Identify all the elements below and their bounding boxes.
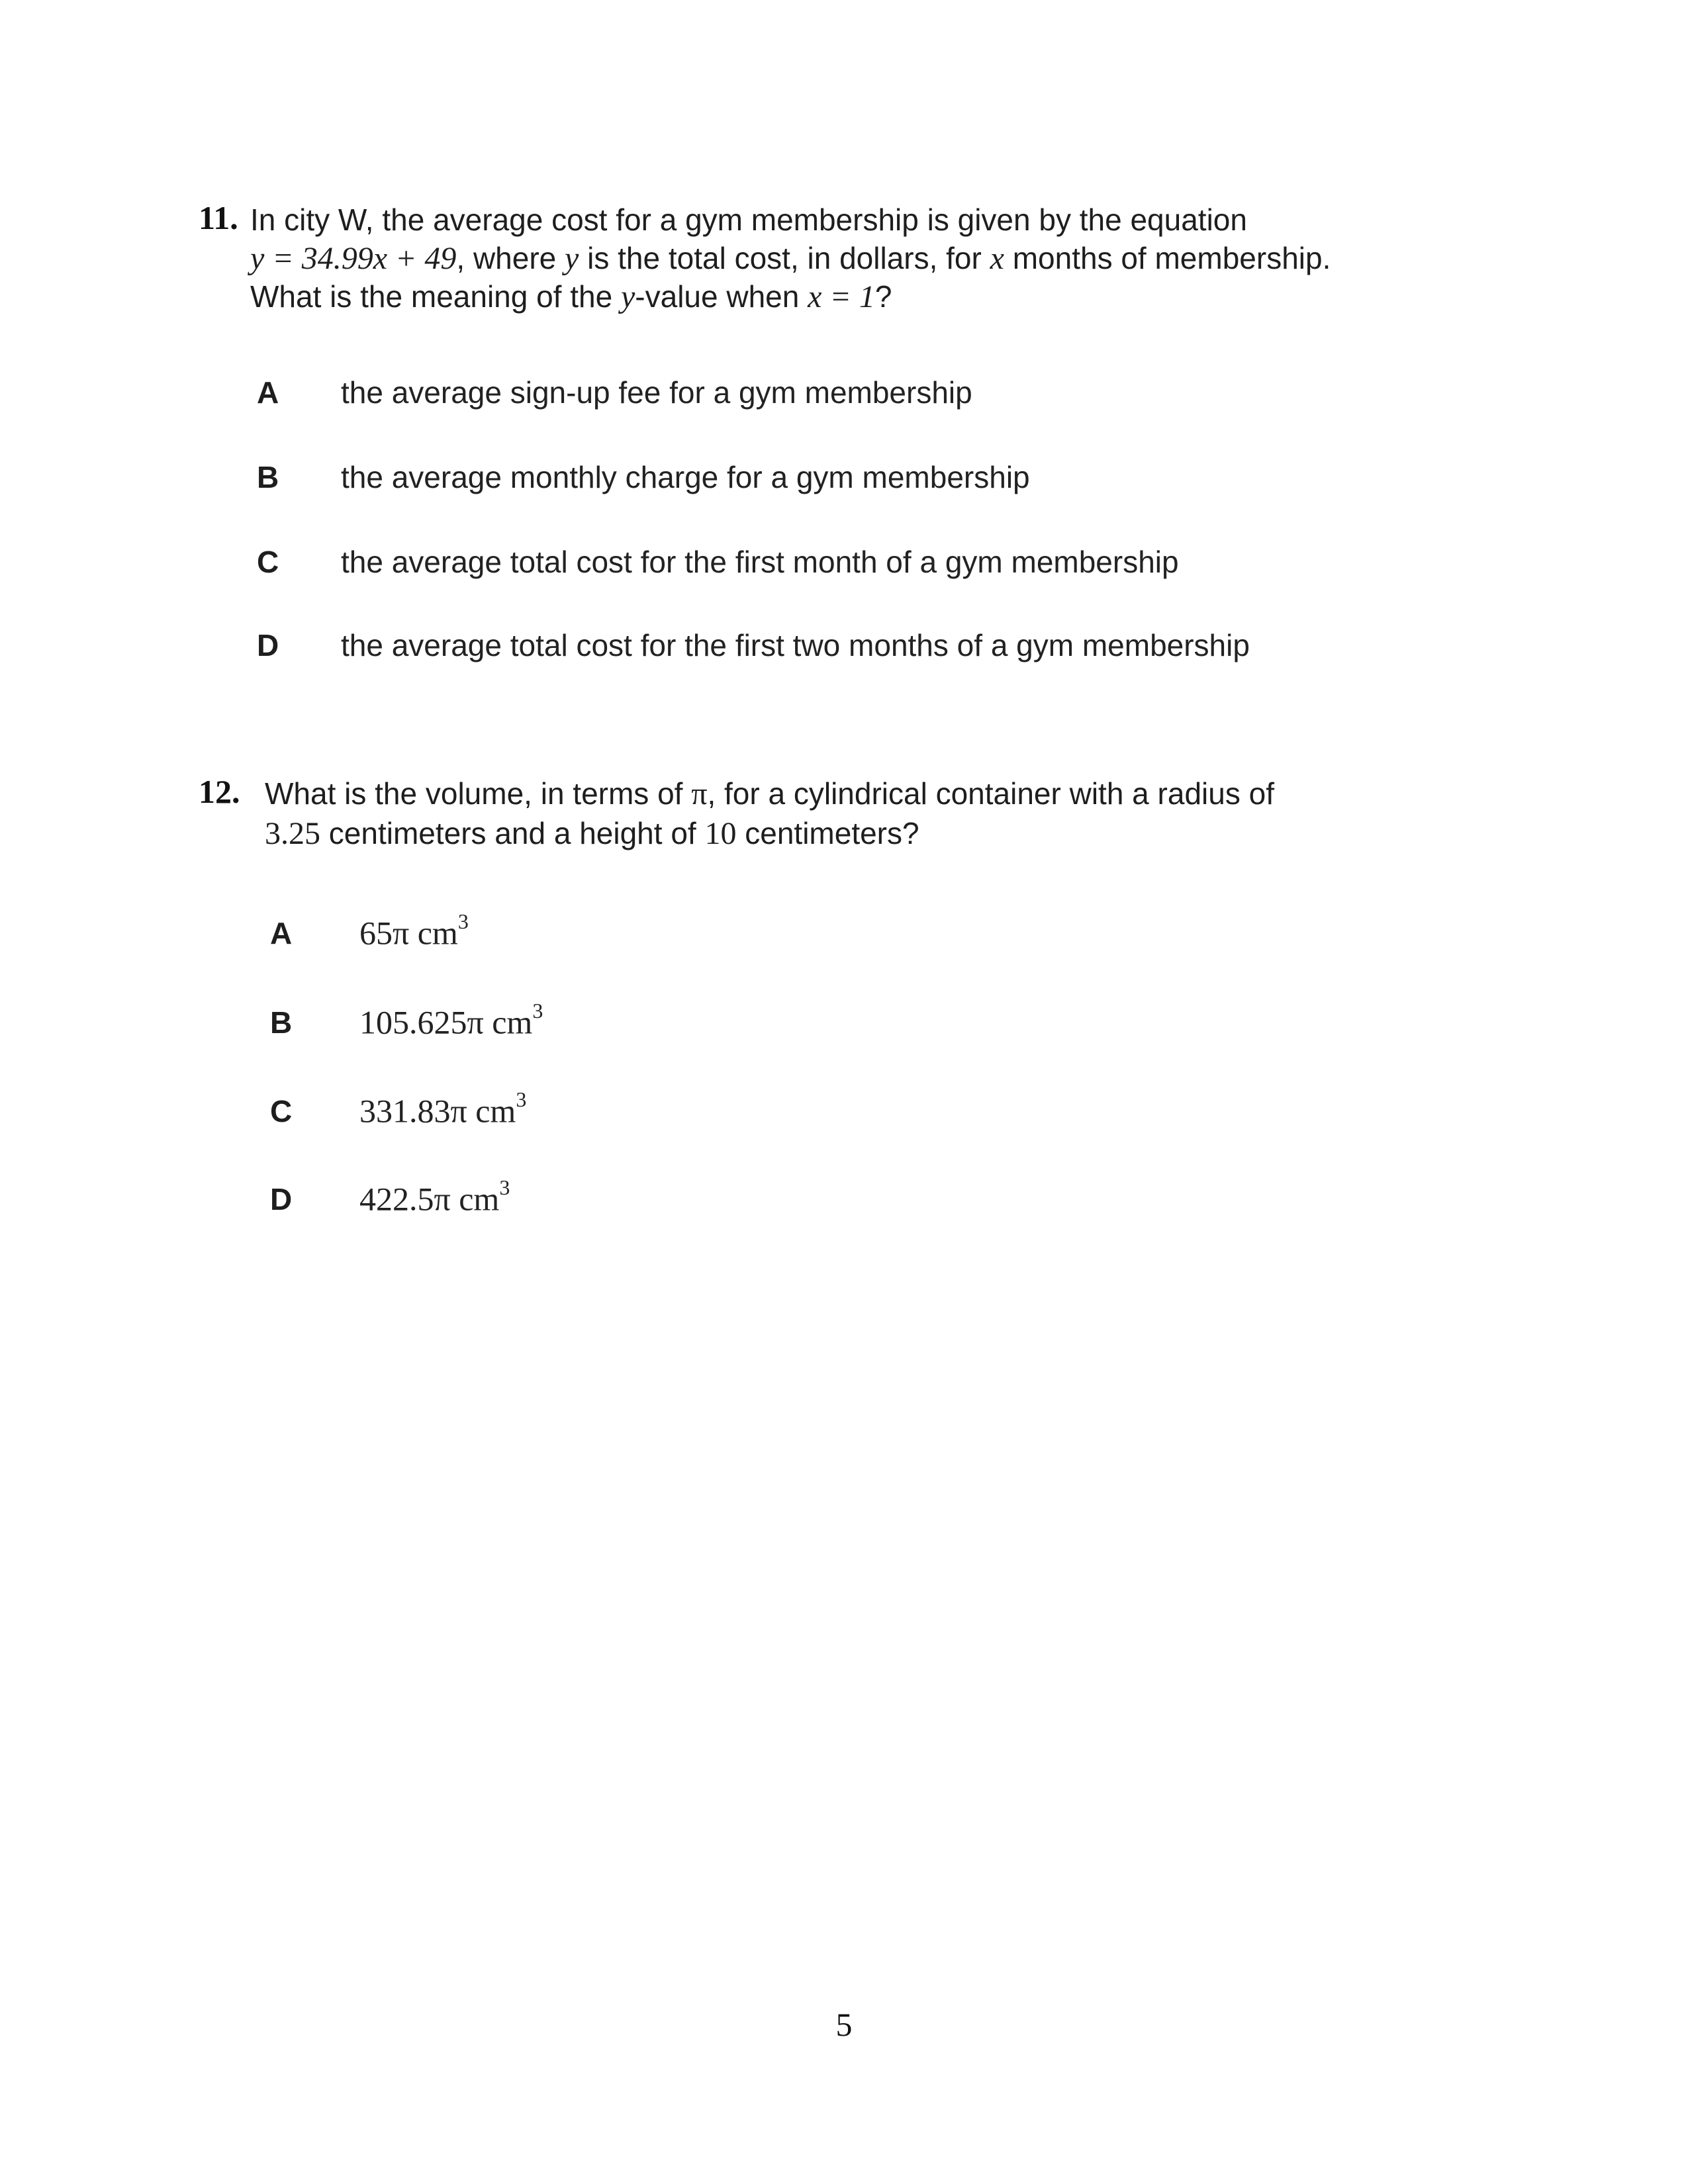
option-text: the average monthly charge for a gym membership [341,460,1030,494]
question-number: 11. [199,199,238,236]
question-stem-line: y = 34.99x + 49, where y is the total cost, in dollars, for x months of membership. [250,241,1331,276]
option-letter: C [257,545,279,579]
equation: y = 34.99x + 49 [250,241,457,276]
option-value: 331.83π $cm^3$ [359,1087,527,1130]
option-letter: A [257,375,279,410]
option-value: 105.625π $cm^3$ [359,999,543,1041]
option-letter: B [270,1005,293,1040]
option-text: the average sign-up fee for a gym membership [341,375,972,410]
question-stem-line: What is the meaning of the y-value when x = 1? [250,279,892,314]
page-number: 5 [835,2006,853,2043]
condition: x = 1 [808,279,875,314]
option-text: the average total cost for the first two months of a gym membership [341,628,1250,662]
option-letter: D [270,1182,293,1216]
option-letter: B [257,460,279,494]
option-letter: A [270,916,293,950]
question-stem-line: What is the volume, in terms of π, for a cylindrical container with a radius of [265,776,1274,811]
option-value: 422.5π $cm^3$ [359,1175,510,1218]
option-letter: C [270,1094,293,1128]
option-letter: D [257,628,279,662]
option-text: the average total cost for the first month of a gym membership [341,545,1179,579]
question-number: 12. [199,773,240,810]
question-stem-line: 3.25 centimeters and a height of 10 centimeters? [265,816,919,851]
question-stem-line: In city W, the average cost for a gym membership is given by the equation [250,203,1247,237]
option-value: 65π $cm^3$ [359,909,469,952]
